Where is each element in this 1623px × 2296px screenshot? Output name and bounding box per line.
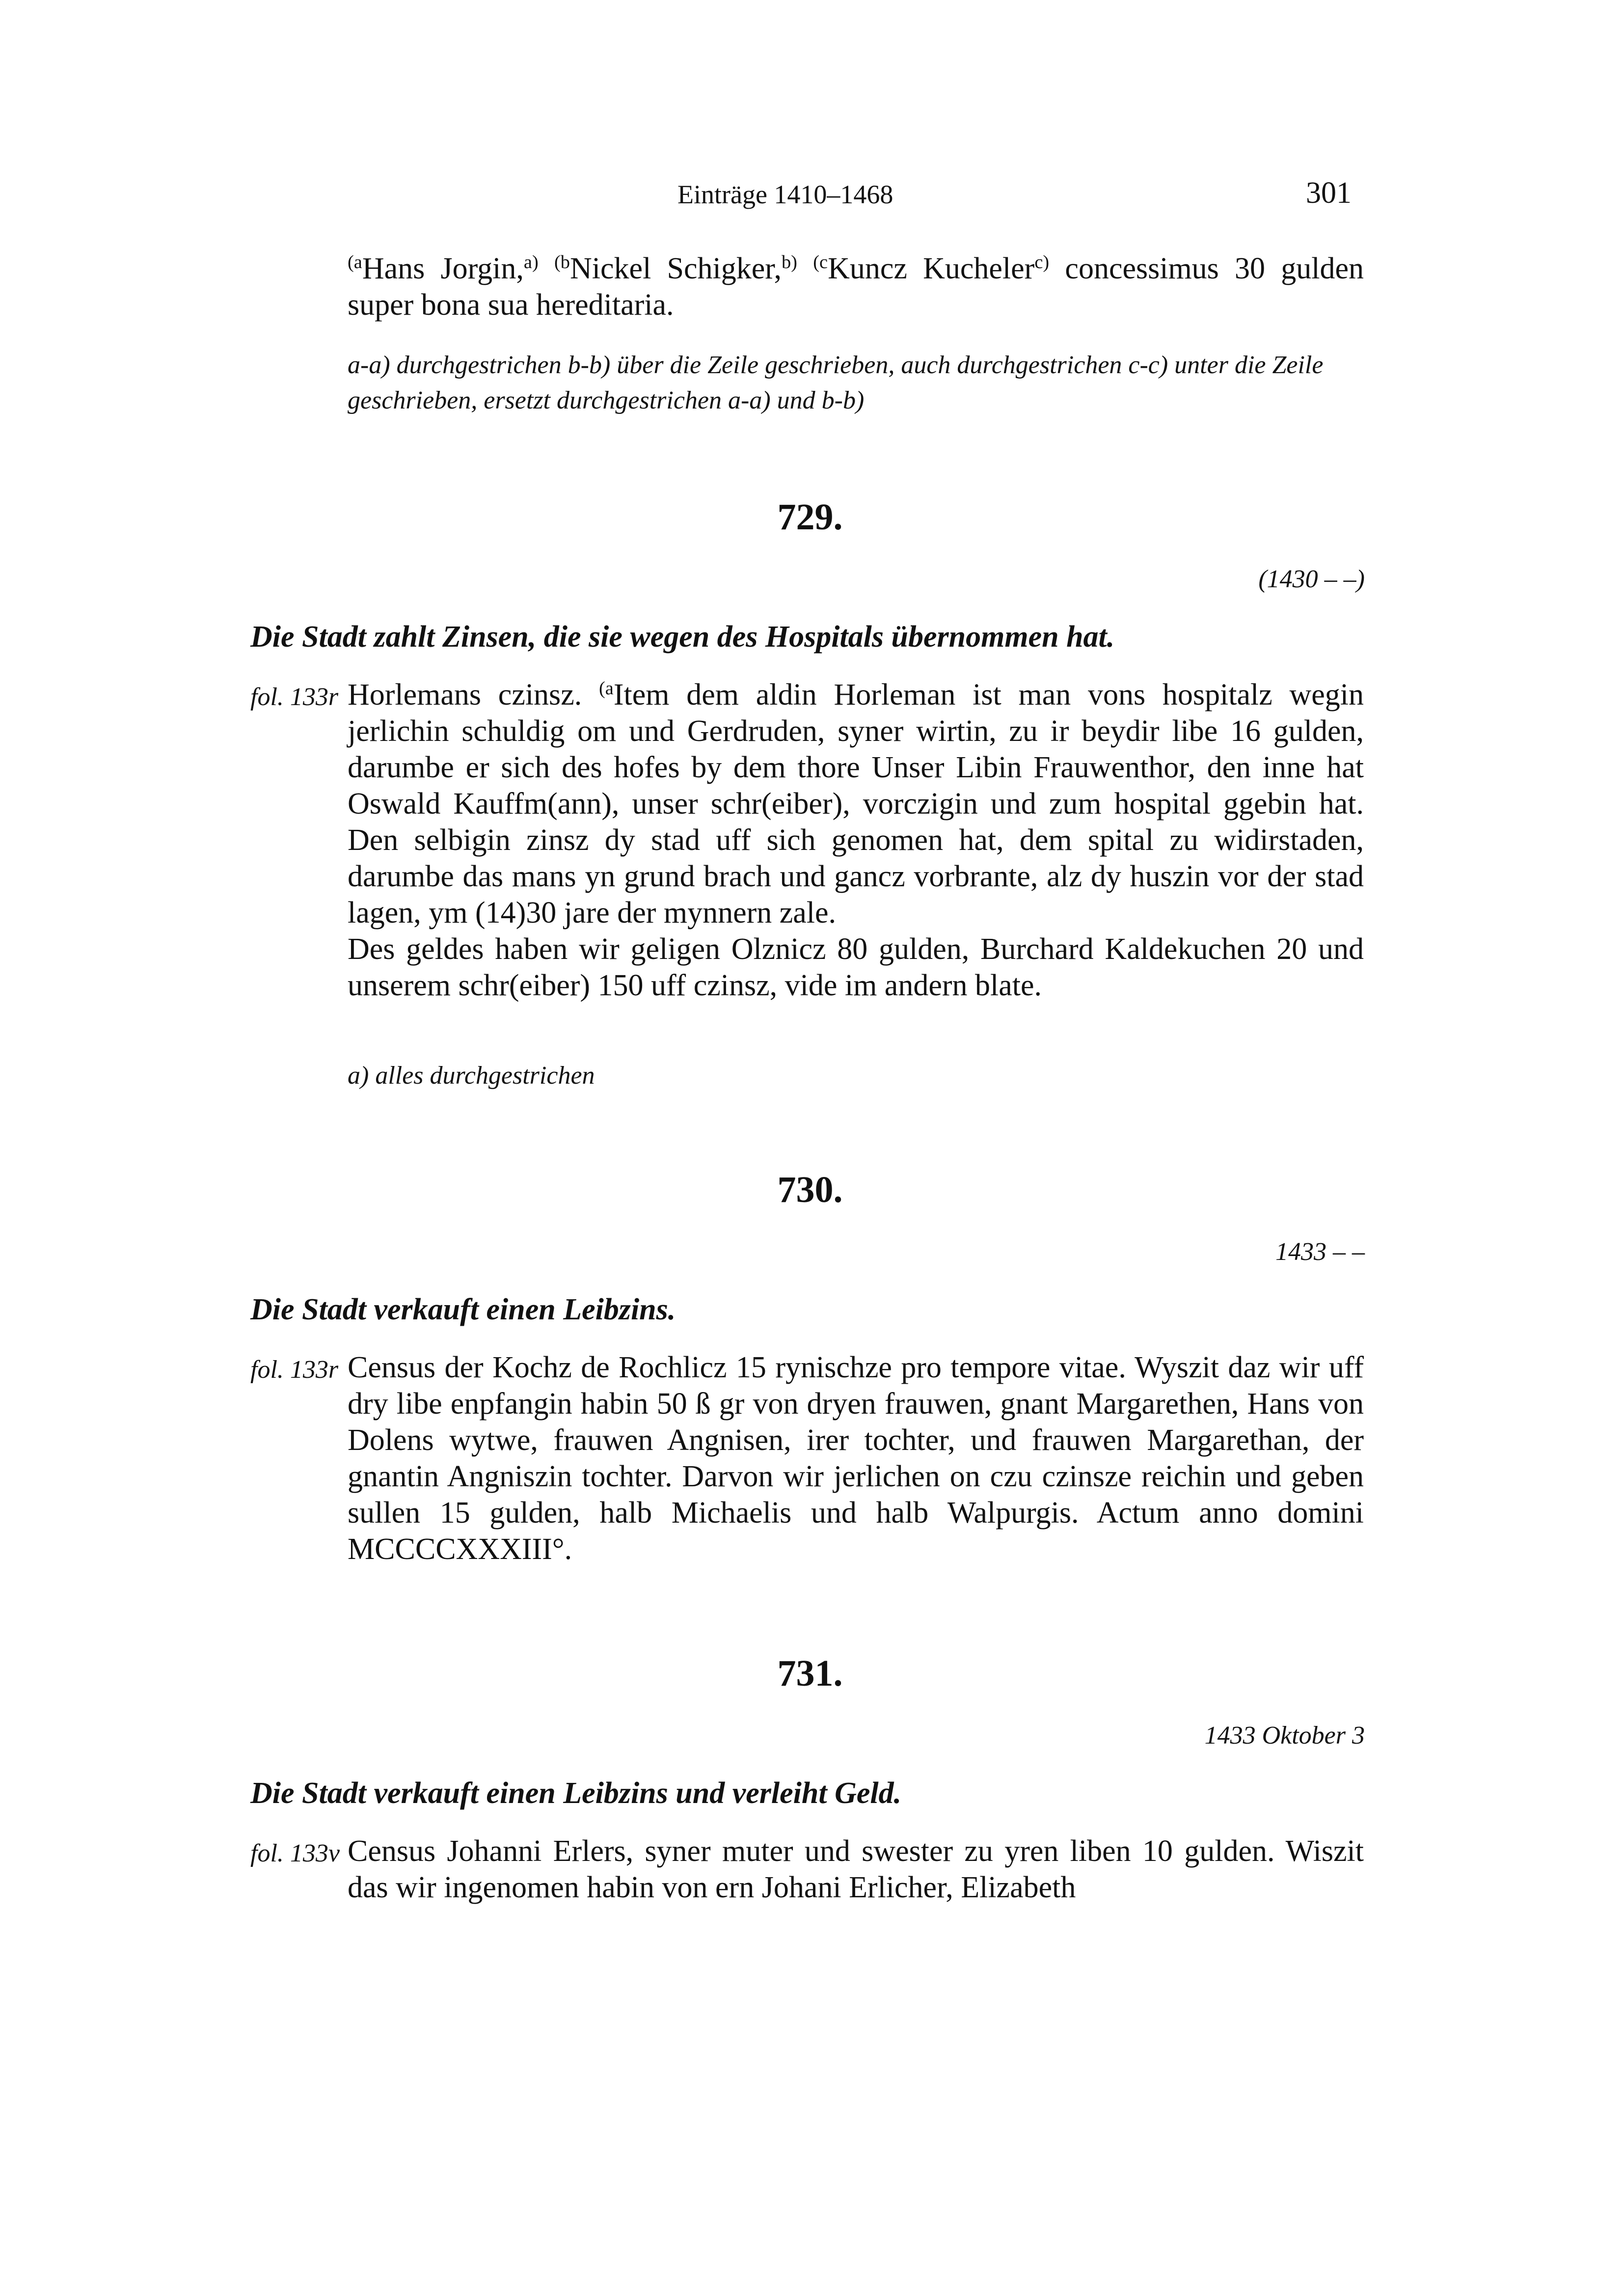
- folio-reference: fol. 133v: [250, 1839, 340, 1867]
- text-fragment: Item dem aldin Horleman ist man vons hospitalz wegin jerlichin schuldig om und Gerdruden, syner wirtin, zu ir beydir libe 16 gulden, darumbe er sich des hofes by dem thore Unser Libin Frauwenthor, den inne hat Oswald Kauffm(ann), unser schr(eiber), vorczigin und zum hospital ggebin hat. Den selbigin zinsz dy stad uff sich genomen hat, dem spital zu widirstaden, darumbe das mans yn grund brach und gancz vorbrante, alz dy huszin vor der stad lagen, ym (14)30 jare der mynnern zale.: [348, 678, 1364, 929]
- entry-heading: Die Stadt verkauft einen Leibzins und verleiht Geld.: [250, 1777, 902, 1810]
- entry-date: 1433 Oktober 3: [1204, 1722, 1365, 1749]
- entry-number: 730.: [777, 1169, 843, 1210]
- edit-marker: c): [1034, 251, 1050, 273]
- edit-marker: (c: [813, 251, 828, 273]
- text-fragment: Hans Jorgin,: [362, 252, 524, 285]
- entry-text: [348, 677, 1364, 1004]
- edit-marker: b): [781, 251, 797, 273]
- entry-number: 731.: [777, 1653, 843, 1694]
- entry-number: 729.: [777, 496, 843, 538]
- entry-heading: Die Stadt zahlt Zinsen, die sie wegen des Hospitals übernommen hat.: [250, 620, 1115, 654]
- prev-entry-text: [348, 250, 1364, 323]
- text-fragment: Nickel Schigker,: [570, 252, 782, 285]
- entry-date: 1433 – –: [1275, 1238, 1365, 1266]
- text-fragment: concessimus 30 gulden super bona sua hereditaria.: [348, 252, 1364, 322]
- text-fragment: Horlemans czinsz.: [348, 678, 599, 711]
- page-number: 301: [1306, 176, 1352, 210]
- entry-text: Census Johanni Erlers, syner muter und swester zu yren liben 10 gulden. Wiszit das wir ingenomen habin von ern Johani Erlicher, Elizabeth: [348, 1834, 1364, 1904]
- running-header-title: Einträge 1410–1468: [677, 180, 893, 209]
- folio-reference: fol. 133r: [250, 1356, 339, 1384]
- entry-paragraph: Des geldes haben wir geligen Olznicz 80 gulden, Burchard Kaldekuchen 20 und unserem schr(eiber) 150 uff czinsz, vide im andern blate.: [348, 932, 1364, 1002]
- entry-heading: Die Stadt verkauft einen Leibzins.: [250, 1293, 676, 1326]
- edit-marker: (a: [598, 678, 614, 699]
- text-fragment: Kuncz Kucheler: [828, 252, 1035, 285]
- edit-marker: a): [523, 251, 539, 273]
- entry-date: (1430 – –): [1258, 565, 1365, 593]
- edit-marker: (b: [554, 251, 570, 273]
- entry-note: a) alles durchgestrichen: [348, 1062, 595, 1090]
- entry-text: Census der Kochz de Rochlicz 15 rynischze pro tempore vitae. Wyszit daz wir uff dry libe enpfangin habin 50 ß gr von dryen frauwen, gnant Margarethen, Hans von Dolens wytwe, frauwen Angnisen, irer tochter, und frauwen Margarethan, der gnantin Angniszin tochter. Darvon wir jerlichen on czu czinsze reichin und geben sullen 15 gulden, halb Michaelis und halb Walpurgis. Actum anno domini MCCCCXXXIII°.: [348, 1351, 1364, 1566]
- edit-marker: (a: [348, 251, 362, 273]
- prev-entry-note: a-a) durchgestrichen b-b) über die Zeile geschrieben, auch durchgestrichen c-c) unter die Zeile geschrieben, ersetzt durchgestrichen a-a) und b-b): [348, 351, 1324, 414]
- entry-paragraph: [348, 677, 1364, 931]
- folio-reference: fol. 133r: [250, 683, 339, 711]
